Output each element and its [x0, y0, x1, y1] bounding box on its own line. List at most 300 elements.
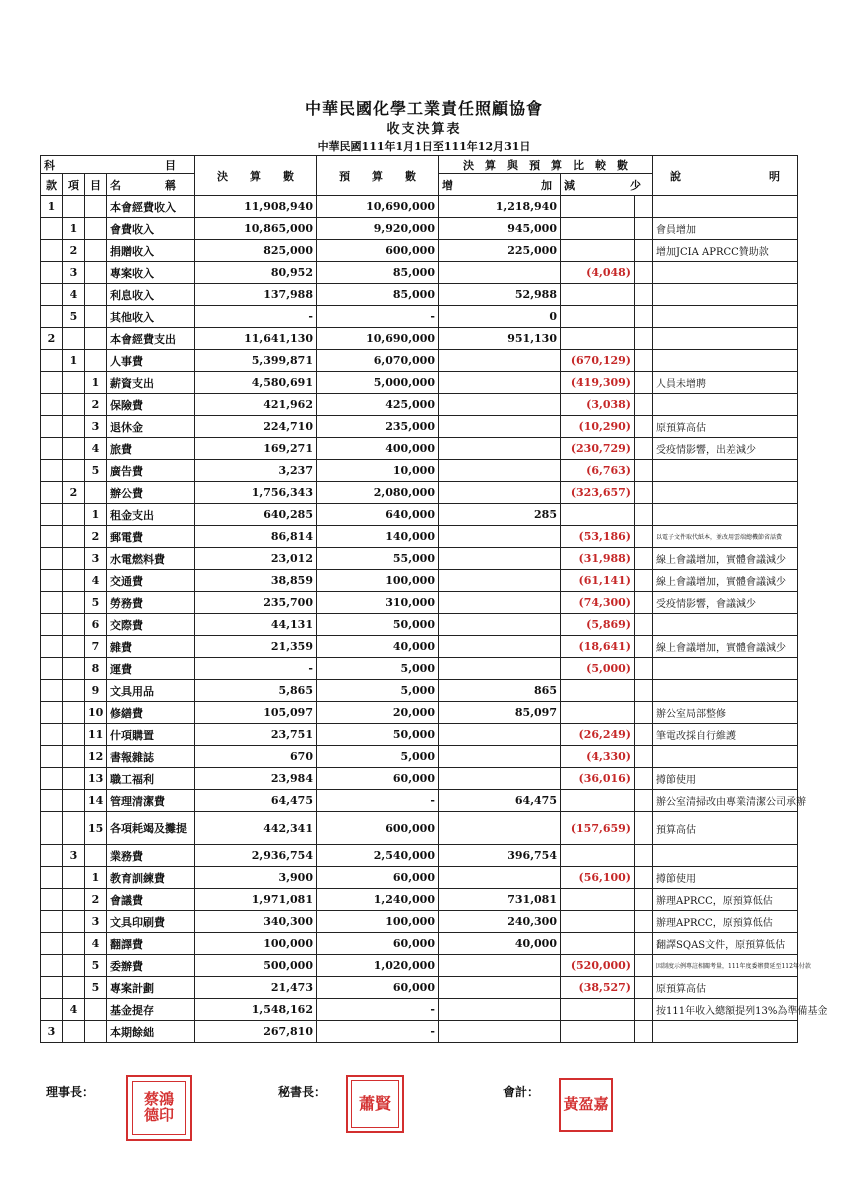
mu-cell: 4	[85, 570, 107, 592]
kuan-cell: 3	[41, 1021, 63, 1043]
budget-value: 5,000,000	[317, 372, 439, 394]
decrease-value: (419,309)	[561, 372, 635, 394]
actual-value: -	[195, 658, 317, 680]
xiang-cell	[63, 680, 85, 702]
budget-value: -	[317, 790, 439, 812]
table-row	[41, 977, 798, 999]
table-row	[41, 636, 798, 658]
xiang-cell	[63, 636, 85, 658]
kuan-cell	[41, 394, 63, 416]
kuan-cell	[41, 482, 63, 504]
item-name-cell: 廣告費	[107, 460, 195, 482]
xiang-cell	[63, 1021, 85, 1043]
xiang-cell	[63, 658, 85, 680]
actual-value: 169,271	[195, 438, 317, 460]
xiang-cell	[63, 526, 85, 548]
actual-value: 100,000	[195, 933, 317, 955]
compare-header: 決 算 與 預 算 比 較 數	[439, 156, 653, 174]
spacer-cell	[635, 658, 653, 680]
decrease-value: (36,016)	[561, 768, 635, 790]
budget-header: 預 算 數	[317, 156, 439, 196]
increase-value: 945,000	[439, 218, 561, 240]
remark-cell	[653, 1021, 798, 1043]
actual-value: 2,936,754	[195, 845, 317, 867]
increase-value	[439, 614, 561, 636]
actual-value: 86,814	[195, 526, 317, 548]
budget-value: 640,000	[317, 504, 439, 526]
secretary-seal-text: 蕭賢	[351, 1080, 399, 1128]
budget-value: 5,000	[317, 658, 439, 680]
kuan-cell	[41, 977, 63, 999]
actual-value: 3,237	[195, 460, 317, 482]
actual-value: 10,865,000	[195, 218, 317, 240]
xiang-cell	[63, 328, 85, 350]
item-name-cell: 業務費	[107, 845, 195, 867]
increase-value	[439, 416, 561, 438]
item-name-cell: 其他收入	[107, 306, 195, 328]
kuan-cell	[41, 955, 63, 977]
spacer-cell	[635, 977, 653, 999]
remark-cell	[653, 658, 798, 680]
decrease-value: (520,000)	[561, 955, 635, 977]
remark-cell: 人員未增聘	[653, 372, 798, 394]
actual-value: 825,000	[195, 240, 317, 262]
table-row	[41, 812, 798, 845]
item-name-cell: 會費收入	[107, 218, 195, 240]
spacer-cell	[635, 262, 653, 284]
actual-value: 1,756,343	[195, 482, 317, 504]
remark-cell: 受疫情影響，出差減少	[653, 438, 798, 460]
kuan-cell	[41, 933, 63, 955]
mu-cell: 3	[85, 416, 107, 438]
spacer-cell	[635, 889, 653, 911]
xiang-cell	[63, 977, 85, 999]
table-row	[41, 845, 798, 867]
actual-value: 11,641,130	[195, 328, 317, 350]
xiang-header: 項	[63, 174, 85, 196]
decrease-value	[561, 218, 635, 240]
budget-value: 60,000	[317, 977, 439, 999]
decrease-value: (157,659)	[561, 812, 635, 845]
spacer-cell	[635, 218, 653, 240]
kuan-cell	[41, 658, 63, 680]
remark-cell	[653, 460, 798, 482]
remark-cell: 辦理APRCC，原預算低估	[653, 889, 798, 911]
table-row	[41, 218, 798, 240]
spacer-cell	[635, 614, 653, 636]
remark-cell: 筆電改採自行維護	[653, 724, 798, 746]
spacer-cell	[635, 636, 653, 658]
kuan-cell	[41, 548, 63, 570]
spacer-cell	[635, 416, 653, 438]
remark-cell: 辦公室清掃改由專業清潔公司承辦	[653, 790, 798, 812]
kuan-cell	[41, 460, 63, 482]
table-row	[41, 460, 798, 482]
actual-value: 64,475	[195, 790, 317, 812]
budget-value: 55,000	[317, 548, 439, 570]
remark-cell: 翻譯SQAS文件，原預算低估	[653, 933, 798, 955]
xiang-cell: 4	[63, 999, 85, 1021]
decrease-value	[561, 504, 635, 526]
increase-value	[439, 592, 561, 614]
chairman-seal	[126, 1075, 192, 1141]
remark-cell	[653, 196, 798, 218]
mu-cell: 14	[85, 790, 107, 812]
decrease-value: (3,038)	[561, 394, 635, 416]
increase-value: 1,218,940	[439, 196, 561, 218]
decrease-value	[561, 702, 635, 724]
actual-value: 442,341	[195, 812, 317, 845]
mu-cell	[85, 218, 107, 240]
item-name-cell: 薪資支出	[107, 372, 195, 394]
increase-value	[439, 262, 561, 284]
kuan-cell	[41, 680, 63, 702]
increase-value	[439, 1021, 561, 1043]
item-name-cell: 運費	[107, 658, 195, 680]
mu-header: 目	[85, 174, 107, 196]
table-row	[41, 504, 798, 526]
mu-cell: 12	[85, 746, 107, 768]
xiang-cell	[63, 548, 85, 570]
budget-value: 400,000	[317, 438, 439, 460]
mu-cell: 3	[85, 911, 107, 933]
budget-value: 20,000	[317, 702, 439, 724]
decrease-value	[561, 240, 635, 262]
increase-value	[439, 658, 561, 680]
table-row	[41, 592, 798, 614]
item-name-cell: 本會經費收入	[107, 196, 195, 218]
increase-value	[439, 394, 561, 416]
mu-cell	[85, 482, 107, 504]
increase-value	[439, 482, 561, 504]
accountant-label: 會計：	[503, 1085, 540, 1099]
actual-value: -	[195, 306, 317, 328]
increase-value	[439, 636, 561, 658]
budget-value: -	[317, 1021, 439, 1043]
table-row	[41, 790, 798, 812]
decrease-value: (230,729)	[561, 438, 635, 460]
decrease-value	[561, 1021, 635, 1043]
increase-value	[439, 526, 561, 548]
kuan-cell	[41, 570, 63, 592]
xiang-cell	[63, 724, 85, 746]
xiang-cell	[63, 196, 85, 218]
xiang-cell: 5	[63, 306, 85, 328]
actual-value: 421,962	[195, 394, 317, 416]
remark-cell: 線上會議增加，實體會議減少	[653, 548, 798, 570]
period-text: 中華民國111年1月1日至111年12月31日	[317, 140, 531, 153]
spacer-cell	[635, 306, 653, 328]
budget-value: 100,000	[317, 911, 439, 933]
remark-cell	[653, 306, 798, 328]
table-row	[41, 746, 798, 768]
kuan-cell	[41, 240, 63, 262]
spacer-cell	[635, 845, 653, 867]
item-name-cell: 郵電費	[107, 526, 195, 548]
increase-value	[439, 460, 561, 482]
xiang-cell	[63, 867, 85, 889]
item-name-cell: 文具印刷費	[107, 911, 195, 933]
item-name-cell: 雜費	[107, 636, 195, 658]
mu-cell: 11	[85, 724, 107, 746]
mu-cell	[85, 1021, 107, 1043]
spacer-cell	[635, 394, 653, 416]
remark-cell: 預算高估	[653, 812, 798, 845]
spacer-cell	[635, 240, 653, 262]
item-name-cell: 捐贈收入	[107, 240, 195, 262]
remark-cell	[653, 482, 798, 504]
budget-value: 1,240,000	[317, 889, 439, 911]
decrease-value	[561, 306, 635, 328]
table-row	[41, 614, 798, 636]
decrease-value: (5,869)	[561, 614, 635, 636]
spacer-cell	[635, 526, 653, 548]
budget-value: 310,000	[317, 592, 439, 614]
remark-cell: 按111年收入總額提列13%為準備基金	[653, 999, 798, 1021]
table-row	[41, 328, 798, 350]
item-name-cell: 交際費	[107, 614, 195, 636]
mu-cell: 1	[85, 504, 107, 526]
item-name-cell: 本期餘絀	[107, 1021, 195, 1043]
decrease-value	[561, 889, 635, 911]
mu-cell	[85, 306, 107, 328]
kuan-header: 款	[41, 174, 63, 196]
budget-value: -	[317, 999, 439, 1021]
increase-value: 240,300	[439, 911, 561, 933]
actual-value: 11,908,940	[195, 196, 317, 218]
table-row	[41, 768, 798, 790]
remark-cell: 原預算高估	[653, 977, 798, 999]
table-row	[41, 680, 798, 702]
remark-cell	[653, 845, 798, 867]
kuan-cell	[41, 350, 63, 372]
item-name-cell: 水電燃料費	[107, 548, 195, 570]
decrease-value: (6,763)	[561, 460, 635, 482]
remark-cell	[653, 350, 798, 372]
table-row	[41, 955, 798, 977]
mu-cell: 2	[85, 394, 107, 416]
kuan-cell	[41, 526, 63, 548]
item-name-cell: 保險費	[107, 394, 195, 416]
kuan-cell: 2	[41, 328, 63, 350]
remark-cell: 撙節使用	[653, 867, 798, 889]
budget-value: 50,000	[317, 724, 439, 746]
increase-value	[439, 570, 561, 592]
spacer-cell	[635, 570, 653, 592]
table-row	[41, 911, 798, 933]
spacer-cell	[635, 768, 653, 790]
increase-value	[439, 350, 561, 372]
mu-cell: 1	[85, 867, 107, 889]
xiang-cell	[63, 702, 85, 724]
increase-value	[439, 977, 561, 999]
kuan-cell	[41, 889, 63, 911]
budget-value: 600,000	[317, 812, 439, 845]
mu-cell: 2	[85, 889, 107, 911]
remark-cell: 會員增加	[653, 218, 798, 240]
increase-value	[439, 812, 561, 845]
table-row	[41, 999, 798, 1021]
item-name-cell: 教育訓練費	[107, 867, 195, 889]
xiang-cell	[63, 933, 85, 955]
budget-value: 50,000	[317, 614, 439, 636]
actual-value: 38,859	[195, 570, 317, 592]
increase-header: 增 加	[439, 174, 561, 196]
table-row	[41, 548, 798, 570]
kuan-cell	[41, 614, 63, 636]
chairman-label: 理事長：	[46, 1085, 95, 1099]
remark-cell	[653, 328, 798, 350]
actual-value: 44,131	[195, 614, 317, 636]
item-name-cell: 利息收入	[107, 284, 195, 306]
remark-cell	[653, 394, 798, 416]
budget-value: 10,000	[317, 460, 439, 482]
decrease-value	[561, 790, 635, 812]
actual-value: 670	[195, 746, 317, 768]
item-name-cell: 書報雜誌	[107, 746, 195, 768]
budget-value: 40,000	[317, 636, 439, 658]
increase-value: 52,988	[439, 284, 561, 306]
budget-value: 60,000	[317, 933, 439, 955]
decrease-value: (56,100)	[561, 867, 635, 889]
mu-cell: 4	[85, 933, 107, 955]
remark-cell: 因制度示例專註相關考量，111年度委辦費延至112年付款	[653, 955, 798, 977]
spacer-cell	[635, 350, 653, 372]
table-row	[41, 438, 798, 460]
table-row	[41, 350, 798, 372]
actual-value: 105,097	[195, 702, 317, 724]
mu-cell	[85, 284, 107, 306]
mu-cell	[85, 196, 107, 218]
decrease-value: (31,988)	[561, 548, 635, 570]
budget-value: 425,000	[317, 394, 439, 416]
budget-value: 140,000	[317, 526, 439, 548]
mu-cell: 5	[85, 592, 107, 614]
xiang-cell	[63, 746, 85, 768]
remark-cell: 以電子文件取代紙本，並改用雲端總機節省話費	[653, 526, 798, 548]
xiang-cell: 2	[63, 240, 85, 262]
actual-value: 21,473	[195, 977, 317, 999]
increase-value: 951,130	[439, 328, 561, 350]
subject-header: 科 目	[41, 156, 195, 174]
mu-cell: 6	[85, 614, 107, 636]
budget-value: 60,000	[317, 867, 439, 889]
header-row-1	[41, 156, 798, 174]
actual-value: 235,700	[195, 592, 317, 614]
spacer-cell	[635, 702, 653, 724]
actual-value: 23,012	[195, 548, 317, 570]
item-name-cell: 基金提存	[107, 999, 195, 1021]
decrease-value: (18,641)	[561, 636, 635, 658]
decrease-value: (10,290)	[561, 416, 635, 438]
mu-cell: 15	[85, 812, 107, 845]
increase-value: 285	[439, 504, 561, 526]
xiang-cell: 1	[63, 218, 85, 240]
decrease-value: (38,527)	[561, 977, 635, 999]
decrease-header: 減 少	[561, 174, 653, 196]
name-header: 名 稱	[107, 174, 195, 196]
mu-cell: 9	[85, 680, 107, 702]
remark-cell	[653, 262, 798, 284]
budget-value: 100,000	[317, 570, 439, 592]
mu-cell	[85, 350, 107, 372]
xiang-cell: 4	[63, 284, 85, 306]
xiang-cell	[63, 768, 85, 790]
actual-value: 500,000	[195, 955, 317, 977]
spacer-cell	[635, 482, 653, 504]
actual-header: 決 算 數	[195, 156, 317, 196]
kuan-cell	[41, 702, 63, 724]
budget-value: 9,920,000	[317, 218, 439, 240]
item-name-cell: 修繕費	[107, 702, 195, 724]
remark-cell: 辦理APRCC，原預算低估	[653, 911, 798, 933]
decrease-value	[561, 284, 635, 306]
table-row	[41, 306, 798, 328]
actual-value: 4,580,691	[195, 372, 317, 394]
mu-cell: 13	[85, 768, 107, 790]
mu-cell: 8	[85, 658, 107, 680]
spacer-cell	[635, 724, 653, 746]
kuan-cell	[41, 790, 63, 812]
table-row	[41, 702, 798, 724]
accountant-seal: 黃盈嘉	[559, 1078, 613, 1132]
increase-value: 40,000	[439, 933, 561, 955]
increase-value: 865	[439, 680, 561, 702]
xiang-cell	[63, 812, 85, 845]
xiang-cell	[63, 372, 85, 394]
spacer-cell	[635, 746, 653, 768]
xiang-cell	[63, 790, 85, 812]
item-name-cell: 租金支出	[107, 504, 195, 526]
actual-value: 80,952	[195, 262, 317, 284]
remark-cell: 線上會議增加，實體會議減少	[653, 570, 798, 592]
kuan-cell	[41, 592, 63, 614]
actual-value: 23,751	[195, 724, 317, 746]
kuan-cell	[41, 504, 63, 526]
kuan-cell	[41, 372, 63, 394]
table-row	[41, 240, 798, 262]
decrease-value: (61,141)	[561, 570, 635, 592]
budget-value: -	[317, 306, 439, 328]
mu-cell	[85, 240, 107, 262]
table-row	[41, 867, 798, 889]
spacer-cell	[635, 438, 653, 460]
budget-value: 600,000	[317, 240, 439, 262]
mu-cell: 10	[85, 702, 107, 724]
budget-value: 10,690,000	[317, 196, 439, 218]
table-row	[41, 1021, 798, 1043]
actual-value: 640,285	[195, 504, 317, 526]
kuan-cell	[41, 438, 63, 460]
xiang-cell	[63, 889, 85, 911]
table-row	[41, 416, 798, 438]
budget-value: 60,000	[317, 768, 439, 790]
decrease-value	[561, 196, 635, 218]
spacer-cell	[635, 790, 653, 812]
actual-value: 340,300	[195, 911, 317, 933]
remark-cell	[653, 284, 798, 306]
decrease-value: (670,129)	[561, 350, 635, 372]
decrease-value	[561, 680, 635, 702]
kuan-cell	[41, 746, 63, 768]
item-name-cell: 勞務費	[107, 592, 195, 614]
table-row	[41, 394, 798, 416]
xiang-cell: 2	[63, 482, 85, 504]
decrease-value: (74,300)	[561, 592, 635, 614]
table-row	[41, 372, 798, 394]
item-name-cell: 辦公費	[107, 482, 195, 504]
increase-value	[439, 999, 561, 1021]
